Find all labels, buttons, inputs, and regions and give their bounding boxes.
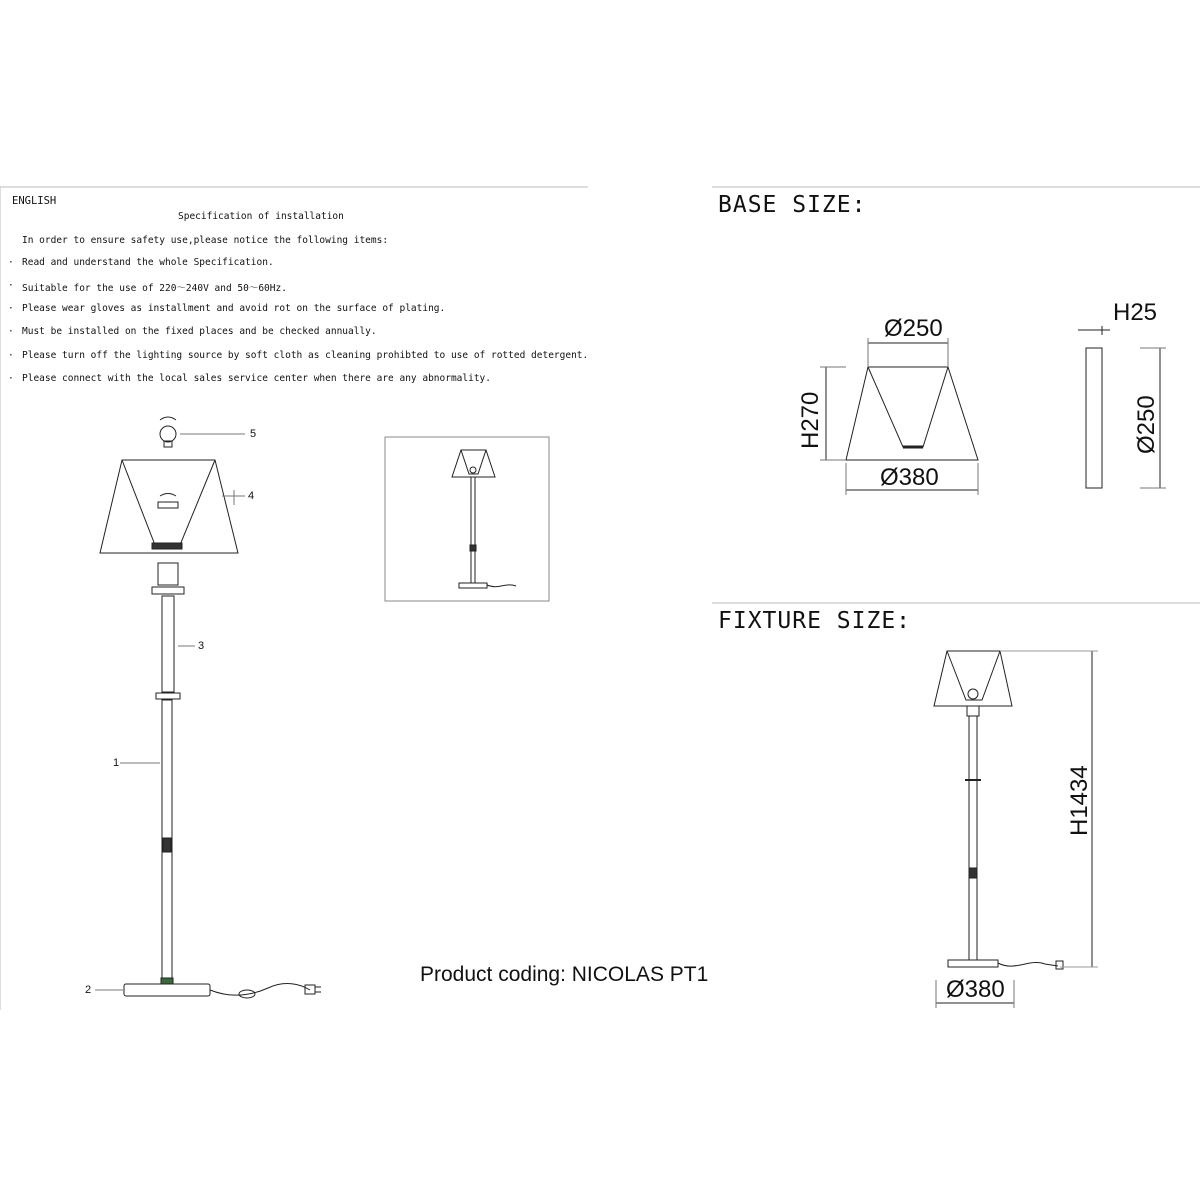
power-cord	[210, 984, 310, 996]
list-bullet: ·	[8, 326, 14, 337]
callout-5: 5	[250, 428, 257, 440]
callout-1: 1	[113, 757, 120, 769]
base-block	[1086, 348, 1102, 488]
base-switch	[161, 978, 173, 984]
holder-plate	[152, 587, 184, 594]
lampholder	[158, 563, 178, 585]
bulb-icon	[160, 426, 176, 442]
callout-4: 4	[248, 490, 255, 502]
base-size-drawing	[820, 326, 1166, 495]
list-item: Must be installed on the fixed places and be checked annually.	[22, 326, 377, 337]
list-item: Read and understand the whole Specification.	[22, 257, 274, 268]
bulb-rotate-arrow	[160, 417, 176, 420]
list-item: Please wear gloves as installment and avoid rot on the surface of plating.	[22, 303, 446, 314]
assembled-preview	[385, 437, 549, 601]
list-bullet: ·	[8, 350, 14, 361]
language-label: ENGLISH	[12, 195, 57, 207]
preview-cord	[487, 585, 516, 587]
fixture-height: H1434	[1066, 765, 1093, 836]
shade-fitter	[158, 502, 178, 508]
connector-ring	[156, 693, 180, 699]
base-bottom-diameter: Ø380	[880, 464, 939, 491]
exploded-lamp-drawing	[95, 417, 321, 998]
list-bullet: ·	[8, 373, 14, 384]
fixture-holder	[967, 706, 979, 716]
spec-title: Specification of installation	[178, 211, 344, 222]
preview-base	[459, 583, 487, 588]
fitter-rotate-arrow	[160, 494, 176, 497]
upper-tube	[162, 596, 174, 692]
list-bullet: ·	[8, 303, 14, 314]
base-plate	[124, 984, 210, 996]
preview-frame	[385, 437, 549, 601]
fixture-shade	[934, 651, 1012, 706]
list-item: Please turn off the lighting source by soft cloth as cleaning prohibted to use of rotted detergent.	[22, 350, 589, 361]
pole-joint	[163, 838, 171, 852]
fixture-base	[948, 960, 998, 967]
base-shade-folds	[868, 367, 948, 447]
base-block-diameter: Ø250	[1133, 395, 1160, 454]
base-top-diameter: Ø250	[884, 315, 943, 342]
list-bullet: ·	[8, 280, 14, 291]
list-bullet: ·	[8, 257, 14, 268]
list-item: Please connect with the local sales service center when there are any abnormality.	[22, 373, 491, 384]
product-coding: Product coding: NICOLAS PT1	[420, 963, 709, 986]
fixture-cord	[998, 962, 1058, 966]
base-height: H270	[797, 391, 824, 449]
callout-3: 3	[198, 640, 205, 652]
list-item: Suitable for the use of 220～240V and 50～60Hz.	[22, 283, 287, 294]
shade-outline	[100, 460, 238, 553]
base-block-height: H25	[1113, 299, 1158, 326]
callout-2: 2	[85, 984, 92, 996]
shade-ring	[152, 543, 182, 549]
fixture-size-heading: FIXTURE SIZE:	[718, 608, 912, 634]
spec-intro: In order to ensure safety use,please notice the following items:	[22, 235, 389, 246]
base-size-heading: BASE SIZE:	[718, 192, 867, 218]
fixture-base-diameter: Ø380	[946, 976, 1005, 1003]
